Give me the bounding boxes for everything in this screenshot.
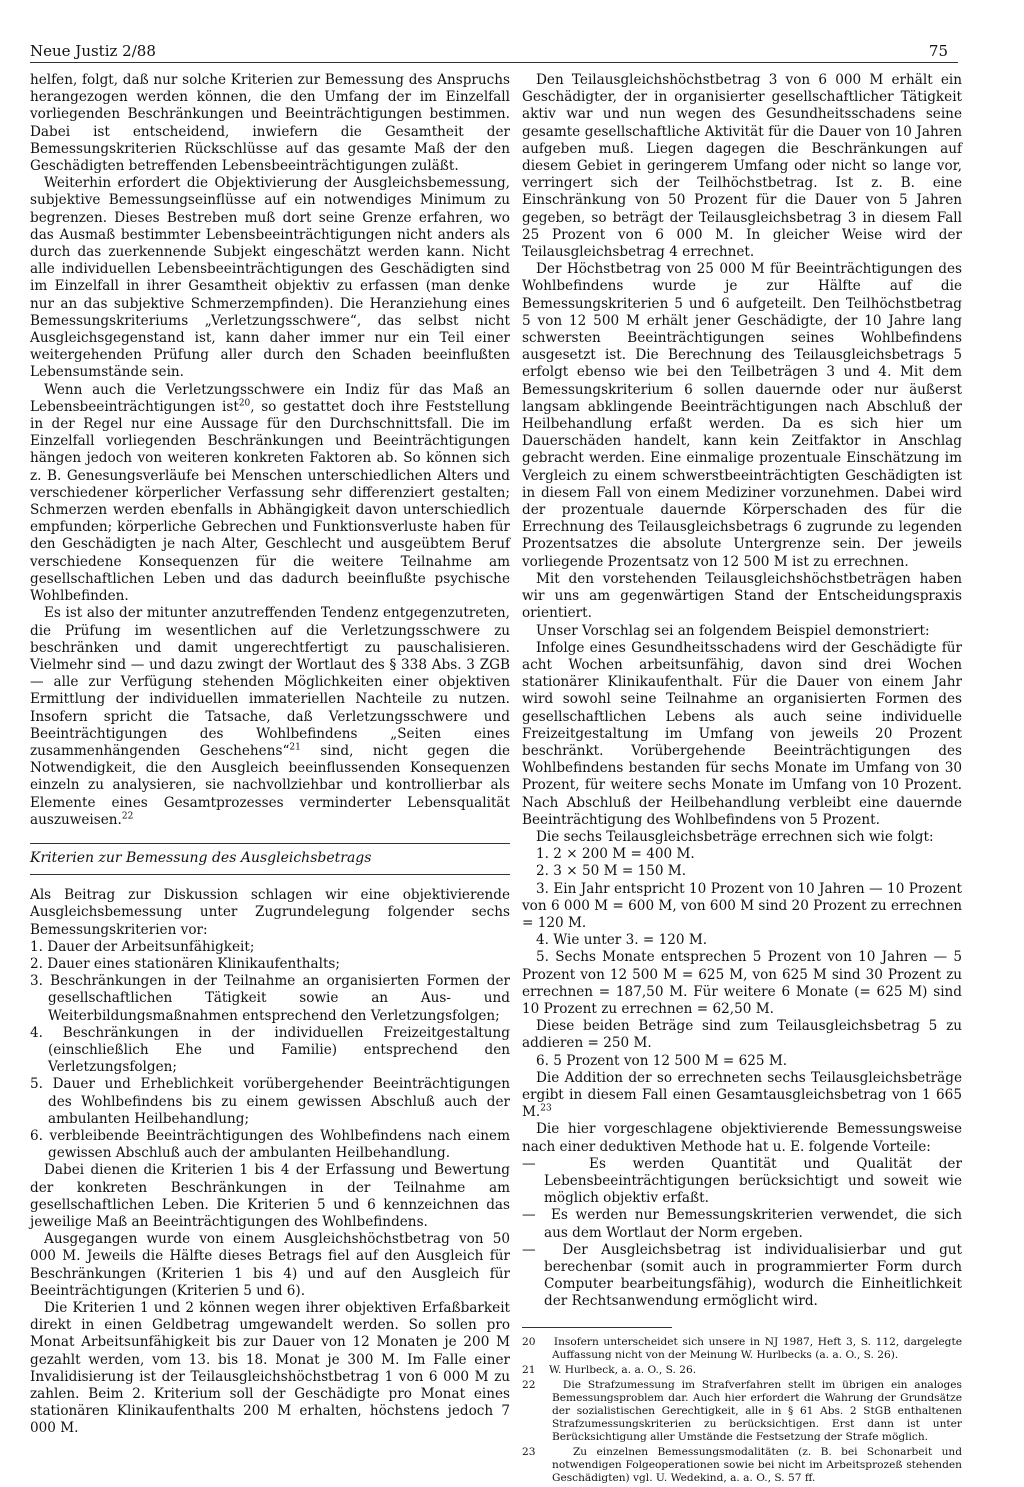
- criteria-item: 6. verbleibende Beeinträchtigungen des Wohlbefindens nach einem gewissen Abschluß auch der ambulanten Heilbehandlung.: [30, 1127, 510, 1162]
- calc-line: 5. Sechs Monate entsprechen 5 Prozent von 10 Jahren — 5 Prozent von 12 500 M = 625 M, von 625 M sind 30 Prozent zu errechnen = 187,50 M. Für weitere 6 Monate (= 625 M) sind 10 Prozent zu errechnen = 62,50 M.: [522, 949, 962, 1017]
- footnote-text: W. Hurlbeck, a. a. O., S. 26.: [548, 1363, 697, 1376]
- dash-marker: —: [522, 1155, 536, 1172]
- advantage-item: [522, 1156, 962, 1208]
- right-column: [522, 72, 962, 1487]
- dash-marker: —: [522, 1207, 536, 1224]
- section-heading: Kriterien zur Bemessung des Ausgleichsbetrags: [30, 843, 510, 875]
- footnote-ref: 20: [238, 398, 251, 409]
- footnote-text: Insofern unterscheidet sich unsere in NJ 1987, Heft 3, S. 112, dargelegte Auffassung nicht von der Meinung W. Hurlbecks (a. a. O., S. 26).: [552, 1335, 962, 1361]
- criteria-item: 3. Beschränkungen in der Teilnahme an organisierten Formen der gesellschaftlichen Tätigkeit sowie an Aus- und Weiterbildungsmaßnahmen entsprechend den Verletzungsfolgen;: [30, 973, 510, 1024]
- paragraph: [30, 605, 510, 829]
- text-run: Wenn auch die Verletzungsschwere ein Indiz für das Maß an Lebensbeeinträchtigungen ist: [30, 381, 510, 415]
- paragraph: [522, 1070, 962, 1122]
- paragraph: Die hier vorgeschlagene objektivierende Bemessungsweise nach einer deduktiven Methode hat u. E. folgende Vorteile:: [522, 1121, 962, 1155]
- footnote-number: 22: [522, 1378, 536, 1391]
- paragraph: Der Höchstbetrag von 25 000 M für Beeinträchtigungen des Wohlbefindens wurde je zur Hälfte auf die Bemessungskriterien 5 und 6 aufgeteilt. Den Teilhöchstbetrag 5 von 12 500 M erhält jener Geschädigte, der 10 Jahre lang schwersten Beeinträchtigungen seines Wohlbefindens ausgesetzt ist. Die Berechnung des Teilausgleichsbetrags 5 erfolgt ebenso wie bei den Teilbeträgen 3 und 4. Mit dem Bemessungskriterium 6 sollen dauernde oder nur äußerst langsam abklingende Beeinträchtigungen nach Abschluß der Heilbehandlung erfaßt werden. Da es sich hier um Dauerschäden handelt, kann kein Zeitfaktor in Anschlag gebracht werden. Eine einmalige prozentuale Einschätzung im Vergleich zu einem schwerstbeeinträchtigten Geschädigten ist in diesem Fall von einem Mediziner vorzunehmen. Dabei wird der prozentuale dauernde Körperschaden des für die Errechnung des Teilausgleichsbetrags 6 zugrunde zu legenden Prozentsatzes die absolute Untergrenze sein. Der jeweils vorliegende Prozentsatz von 12 500 M ist zu errechnen.: [522, 261, 962, 570]
- paragraph: helfen, folgt, daß nur solche Kriterien zur Bemessung des Anspruchs herangezogen werden können, die den Umfang der im Einzelfall vorliegenden Beschränkungen und Beeinträchtigungen bestimmen. Dabei ist entscheidend, inwiefern die Gesamtheit der Bemessungskriterien Rückschlüsse auf das gesamte Maß der den Geschädigten betreffenden Lebensbeeinträchtigungen zuläßt.: [30, 72, 510, 175]
- text-run: , so gestattet doch ihre Feststellung in der Regel nur eine Aussage für den Durchschnittsfall. Die im Einzelfall vorliegenden Beschränkungen und Beeinträchtigungen hängen jedoch von weiteren konkreten Faktoren ab. So können sich z. B. Genesungsverläufe bei Menschen unterschiedlichen Alters und verschiedener körperlicher Verfassung sehr differenziert gestalten; Schmerzen werden ebenfalls in Abhängigkeit davon unterschiedlich empfunden; körperliche Gebrechen und Funktionsverluste haben für den Geschädigten je nach Alter, Geschlecht und ausgeübtem Beruf verschiedene Konsequenzen für die weitere Teilnahme am gesellschaftlichen Leben und das dadurch beeinflußte psychische Wohlbefinden.: [30, 398, 510, 605]
- paragraph: Unser Vorschlag sei an folgendem Beispiel demonstriert:: [536, 622, 930, 639]
- footnote-ref: 22: [121, 811, 134, 822]
- calc-line: 1. 2 × 200 M = 400 M.: [536, 846, 695, 863]
- text-run: sind, nicht gegen die Notwendigkeit, die den Ausgleich beeinflussenden Konsequenzen einzeln zu analysieren, sie nachvollziehbar und kontrollierbar als Elemente eines Gesamtprozesses verminderter Lebensqualität auszuweisen.: [30, 742, 510, 828]
- footnote-text: Zu einzelnen Bemessungsmodalitäten (z. B. bei Schonarbeit und notwendigen Folgeoperationen sowie bei nicht im Arbeitsprozeß stehenden Geschädigten) vgl. U. Wedekind, a. a. O., S. 57 ff.: [552, 1445, 962, 1484]
- paragraph: Weiterhin erfordert die Objektivierung der Ausgleichsbemessung, subjektive Bemessungseinflüsse auf ein notwendiges Minimum zu begrenzen. Dieses Bestreben muß dort seine Grenze erfahren, wo das Ausmaß bestimmter Lebensbeeinträchtigungen nicht anders als durch das zuerkennende Subjekt eingeschätzt werden kann. Nicht alle individuellen Lebensbeeinträchtigungen des Geschädigten sind im Einzelfall in ihrer Gesamtheit objektiv zu erfassen (man denke nur an das subjektive Schmerzempfinden). Die Heranziehung eines Bemessungskriteriums „Verletzungsschwere“, das selbst nicht Ausgleichsgegenstand ist, kann daher immer nur ein Teil einer weitergehenden Prüfung aller durch den Schaden beeinflußten Lebensumstände sein.: [30, 175, 510, 381]
- paragraph: Als Beitrag zur Diskussion schlagen wir eine objektivierende Ausgleichsbemessung unter Zugrundelegung folgender sechs Bemessungskriterien vor:: [30, 887, 510, 938]
- paragraph: Die sechs Teilausgleichsbeträge errechnen sich wie folgt:: [536, 828, 934, 845]
- paragraph: Ausgegangen wurde von einem Ausgleichshöchstbetrag von 50 000 M. Jeweils die Hälfte dieses Betrags fiel auf den Ausgleich für Beschränkungen (Kriterien 1 bis 4) und auf den Ausgleich für Beeinträchtigungen (Kriterien 5 und 6).: [30, 1231, 510, 1299]
- paragraph: Den Teilausgleichshöchstbetrag 3 von 6 000 M erhält ein Geschädigter, der in organisierter gesellschaftlicher Tätigkeit aktiv war und nun wegen des Gesundheitsschadens seine gesamte gesellschaftliche Aktivität für die Dauer von 10 Jahren aufgeben muß. Liegen dagegen die Beschränkungen auf diesem Gebiet in geringerem Umfang oder nicht so lange vor, verringert sich der Teilhöchstbetrag. Ist z. B. eine Einschränkung von 50 Prozent für die Dauer von 5 Jahren gegeben, so beträgt der Teilausgleichsbetrag 3 in diesem Fall 25 Prozent von 6 000 M. In gleicher Weise wird der Teilausgleichsbetrag 4 errechnet.: [522, 72, 962, 261]
- advantage-item: [522, 1207, 962, 1241]
- header-rule: [30, 62, 958, 63]
- advantage-text: Der Ausgleichsbetrag ist individualisierbar und gut berechenbar (somit auch in programmierter Form durch Computer bearbeitungsfähig), wodurch die Einheitlichkeit der Rechtsanwendung ermöglicht wird.: [544, 1241, 962, 1310]
- footnote: [522, 1364, 962, 1377]
- calc-line: 6. 5 Prozent von 12 500 M = 625 M.: [536, 1052, 788, 1069]
- footnote: [522, 1336, 962, 1362]
- footnote-ref: 23: [540, 1103, 552, 1114]
- criteria-item: 1. Dauer der Arbeitsunfähigkeit;: [30, 938, 255, 955]
- paragraph: Dabei dienen die Kriterien 1 bis 4 der Erfassung und Bewertung der konkreten Beschränkungen in der Teilnahme am gesellschaftlichen Leben. Die Kriterien 5 und 6 kennzeichnen das jeweilige Maß an Beeinträchtigungen des Wohlbefindens.: [30, 1162, 510, 1230]
- footnote-text: Die Strafzumessung im Strafverfahren stellt im übrigen ein analoges Bemessungsproblem dar. Auch hier erfordert die Wahrung der Grundsätze der sozialistischen Gerechtigkeit, alle in § 61 Abs. 2 StGB enthaltenen Strafzumessungskriterien zu berücksichtigen. Erst dann ist unter Berücksichtigung aller Umstände die Festsetzung der Strafe möglich.: [552, 1378, 962, 1443]
- page-number: 75: [928, 42, 948, 60]
- calc-line: 2. 3 × 50 M = 150 M.: [536, 863, 687, 880]
- footnote: [522, 1446, 962, 1485]
- advantage-item: [522, 1242, 962, 1311]
- text-run: Es ist also der mitunter anzutreffenden Tendenz entgegenzutreten, die Prüfung im wesentlichen auf die Verletzungsschwere zu beschränken und damit ungerechtfertigt zu pauschalisieren. Vielmehr sind — und dazu zwingt der Wortlaut des § 338 Abs. 3 ZGB — alle zur Verfügung stehenden Möglichkeiten einer objektiven Ermittlung der individuellen immateriellen Nachteile zu nutzen. Insofern spricht die Tatsache, daß Verletzungsschwere und Beeinträchtigungen des Wohlbefindens „Seiten eines zusammenhängenden Geschehens“: [30, 605, 510, 759]
- advantage-text: Es werden Quantität und Qualität der Lebensbeeinträchtigungen berücksichtigt und soweit wie möglich objektiv erfaßt.: [544, 1155, 962, 1207]
- paragraph: [30, 382, 510, 606]
- dash-marker: —: [522, 1241, 536, 1258]
- calc-line: 4. Wie unter 3. = 120 M.: [536, 932, 708, 949]
- paragraph: Die Kriterien 1 und 2 können wegen ihrer objektiven Erfaßbarkeit direkt in einen Geldbetrag umgewandelt werden. So sollen pro Monat Arbeitsunfähigkeit bis zur Dauer von 12 Monaten je 200 M gezahlt werden, vom 13. bis 18. Monat je 300 M. Im Falle einer Invalidisierung ist der Teilausgleichshöchstbetrag 1 von 6 000 M zu zahlen. Beim 2. Kriterium soll der Geschädigte pro Monat eines stationären Klinikaufenthalts 200 M erhalten, höchstens jedoch 7 000 M.: [30, 1300, 510, 1437]
- left-column: [30, 72, 510, 1438]
- criteria-item: 4. Beschränkungen in der individuellen Freizeitgestaltung (einschließlich Ehe und Familie) entsprechend den Verletzungsfolgen;: [30, 1024, 510, 1076]
- text-run: Die Addition der so errechneten sechs Teilausgleichsbeträge ergibt in diesem Fall einen Gesamtausgleichsbetrag von 1 665 M.: [522, 1069, 962, 1121]
- criteria-item: 5. Dauer und Erheblichkeit vorübergehender Beeinträchtigungen des Wohlbefindens bis zu einem gewissen Abschluß auch der ambulanten Heilbehandlung;: [30, 1076, 510, 1127]
- criteria-item: 2. Dauer eines stationären Klinikaufenthalts;: [30, 955, 340, 972]
- footnote-ref: 21: [289, 742, 301, 753]
- journal-title: Neue Justiz 2/88: [30, 42, 156, 60]
- footnote-number: 23: [522, 1445, 536, 1458]
- footnote-number: 21: [522, 1363, 536, 1376]
- paragraph: Mit den vorstehenden Teilausgleichshöchstbeträgen haben wir uns am gegenwärtigen Stand der Entscheidungspraxis orientiert.: [522, 570, 962, 622]
- calc-line: Diese beiden Beträge sind zum Teilausgleichsbetrag 5 zu addieren = 250 M.: [522, 1018, 962, 1052]
- paragraph: Infolge eines Gesundheitsschadens wird der Geschädigte für acht Wochen arbeitsunfähig, davon sind drei Wochen stationärer Klinikaufenthalt. Für die Dauer von einem Jahr wird sowohl seine Teilnahme an organisierten Formen des gesellschaftlichen Lebens als auch seine individuelle Freizeitgestaltung im Umfang von jeweils 20 Prozent beschränkt. Vorübergehende Beeinträchtigungen des Wohlbefindens bestanden für sechs Monate im Umfang von 30 Prozent, für weitere sechs Monate im Umfang von 10 Prozent. Nach Abschluß der Heilbehandlung verbleibt eine dauernde Beeinträchtigung des Wohlbefindens von 5 Prozent.: [522, 639, 962, 828]
- footnote-number: 20: [522, 1335, 536, 1348]
- calc-line: 3. Ein Jahr entspricht 10 Prozent von 10 Jahren — 10 Prozent von 6 000 M = 600 M, von 600 M sind 20 Prozent zu errechnen = 120 M.: [522, 880, 962, 931]
- footnote-rule: [522, 1327, 672, 1328]
- footnote: [522, 1379, 962, 1444]
- advantage-text: Es werden nur Bemessungskriterien verwendet, die sich aus dem Wortlaut der Norm ergeben.: [544, 1207, 962, 1241]
